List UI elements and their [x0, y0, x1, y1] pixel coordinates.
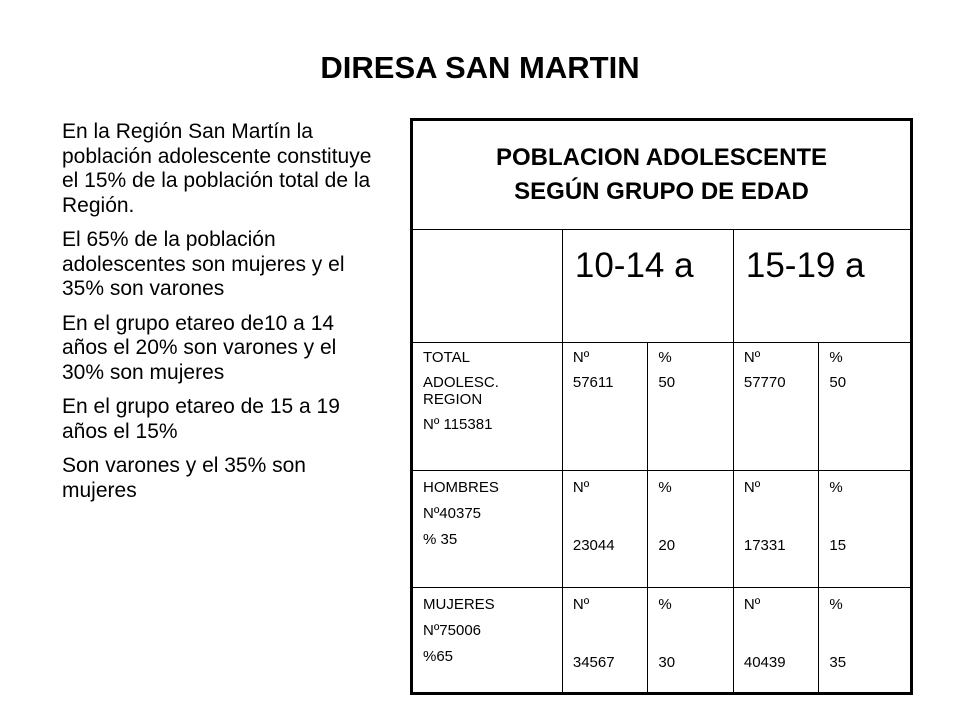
table-header — [412, 120, 912, 230]
cell-count: Nº 34567 — [562, 588, 648, 694]
table-header-line: POBLACION ADOLESCENTE — [495, 144, 828, 171]
paragraph: Son varones y el 35% son mujeres — [62, 454, 306, 502]
paragraph: En el grupo etareo de 15 a 19 años el 15% — [62, 395, 340, 443]
cell-count: Nº 57770 — [733, 343, 819, 471]
cell-count: Nº 57611 — [562, 343, 648, 471]
table-row — [412, 343, 912, 471]
table-header-line: SEGÚN GRUPO DE EDAD — [514, 178, 809, 205]
table-row — [412, 588, 912, 694]
cell-percent: % 50 — [648, 343, 734, 471]
table-row — [412, 471, 912, 588]
row-label-hombres: HOMBRES Nº40375 % 35 — [412, 471, 563, 588]
paragraph: El 65% de la población adolescentes son mujeres y el 35% son varones — [62, 228, 345, 300]
page-title: DIRESA SAN MARTIN — [320, 50, 640, 85]
row-label-total: TOTAL ADOLESC. REGION Nº 115381 — [412, 343, 563, 471]
paragraph: En la Región San Martín la población adolescente constituye el 15% de la población total de la Región. — [62, 120, 372, 217]
population-table — [410, 118, 913, 695]
cell-percent: % 30 — [648, 588, 734, 694]
cell-count: Nº 23044 — [562, 471, 648, 588]
row-label-mujeres: MUJERES Nº75006 %65 — [412, 588, 563, 694]
cell-percent: % 15 — [819, 471, 912, 588]
cell-count: Nº 17331 — [733, 471, 819, 588]
text-column — [62, 120, 382, 513]
age-group-10-14: 10-14 a — [562, 230, 733, 343]
cell-count: Nº 40439 — [733, 588, 819, 694]
age-group-15-19: 15-19 a — [733, 230, 911, 343]
empty-cell — [412, 230, 563, 343]
paragraph: En el grupo etareo de10 a 14 años el 20% son varones y el 30% son mujeres — [62, 311, 337, 384]
cell-percent: % 35 — [819, 588, 912, 694]
cell-percent: % 20 — [648, 471, 734, 588]
cell-percent: % 50 — [819, 343, 912, 471]
